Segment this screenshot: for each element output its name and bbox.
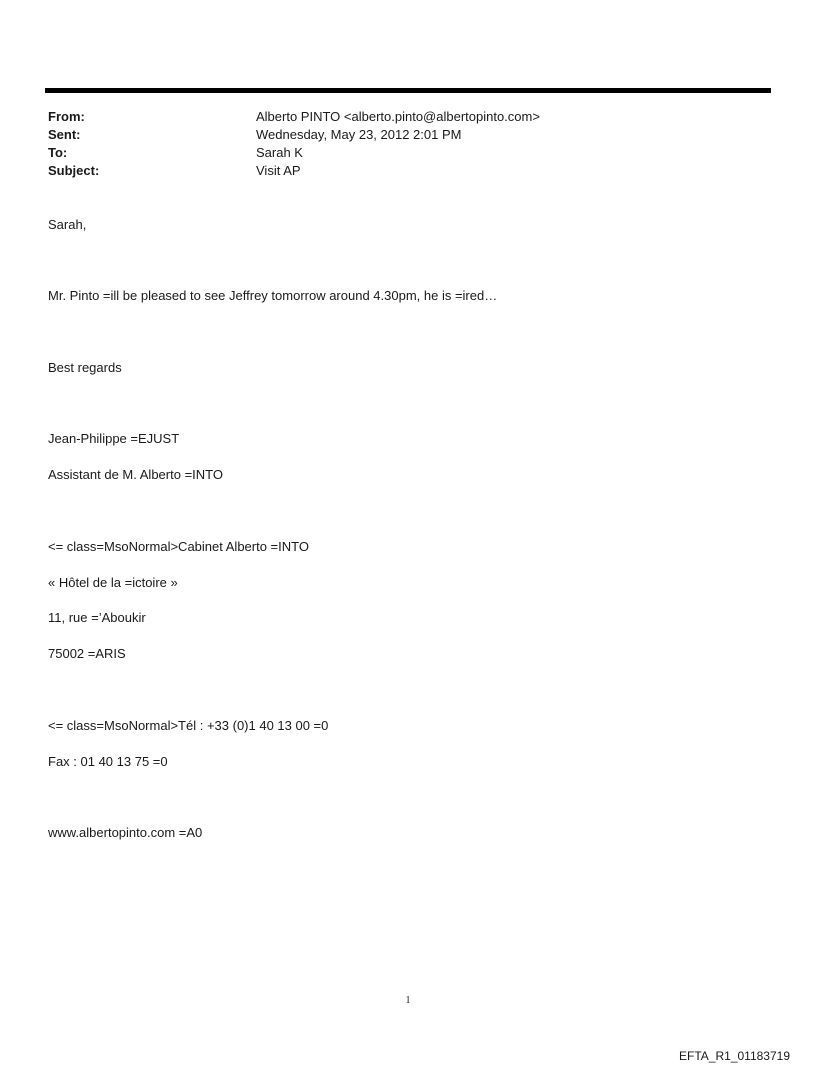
website-line: www.albertopinto.com =A0 [48, 825, 203, 840]
bates-number: EFTA_R1_01183719 [679, 1049, 790, 1063]
signature-name: Jean-Philippe =EJUST [48, 431, 180, 446]
header-divider [45, 88, 771, 93]
closing: Best regards [48, 360, 122, 375]
city-line: 75002 =ARIS [48, 646, 126, 661]
phone-line: <= class=MsoNormal>Tél : +33 (0)1 40 13 00 =0 [48, 718, 329, 733]
from-value: Alberto PINTO <alberto.pinto@albertopinto.com> [256, 109, 540, 124]
fax-line: Fax : 01 40 13 75 =0 [48, 754, 168, 769]
sent-value: Wednesday, May 23, 2012 2:01 PM [256, 127, 462, 142]
sent-label: Sent: [48, 127, 81, 142]
from-label: From: [48, 109, 85, 124]
signature-title: Assistant de M. Alberto =INTO [48, 467, 223, 482]
subject-value: Visit AP [256, 163, 301, 178]
greeting: Sarah, [48, 217, 87, 232]
subject-label: Subject: [48, 163, 100, 178]
street-line: 11, rue =’Aboukir [48, 610, 146, 625]
to-value: Sarah K [256, 145, 303, 160]
company-line: <= class=MsoNormal>Cabinet Alberto =INTO [48, 539, 309, 554]
page-number: 1 [405, 995, 411, 1006]
building-line: « Hôtel de la =ictoire » [48, 575, 178, 590]
message-text: Mr. Pinto =ill be pleased to see Jeffrey tomorrow around 4.30pm, he is =ired… [48, 288, 498, 303]
to-label: To: [48, 145, 68, 160]
